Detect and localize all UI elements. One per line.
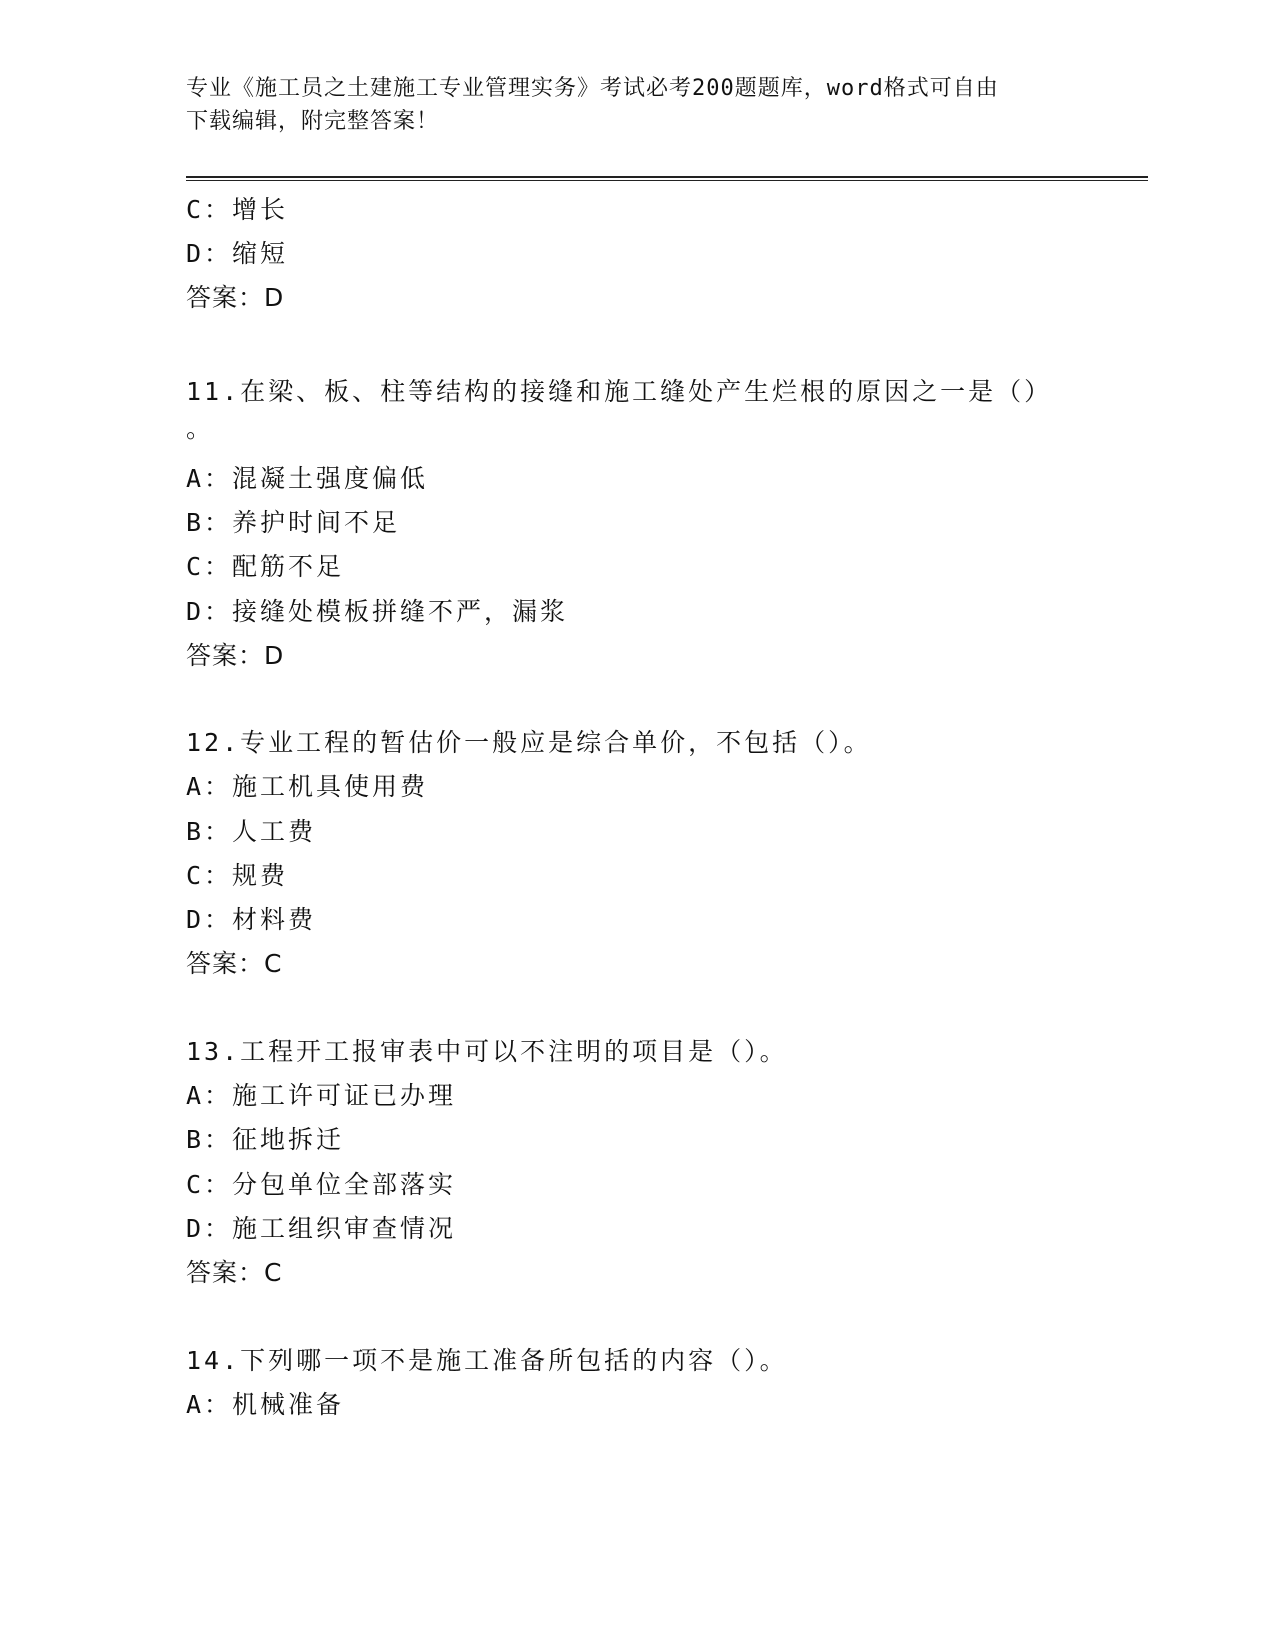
q12-question: 12.专业工程的暂估价一般应是综合单价，不包括（）。 (186, 728, 872, 757)
q10-option-d: D：缩短 (186, 239, 289, 268)
q13-option-d: D：施工组织审查情况 (186, 1214, 457, 1243)
q14-question: 14.下列哪一项不是施工准备所包括的内容（）。 (186, 1346, 788, 1375)
q11-option-b: B：养护时间不足 (186, 508, 401, 537)
q13-question: 13.工程开工报审表中可以不注明的项目是（）。 (186, 1037, 788, 1066)
q14-option-a: A：机械准备 (186, 1390, 345, 1419)
q12-option-c: C：规费 (186, 861, 289, 890)
q12-option-a: A：施工机具使用费 (186, 772, 429, 801)
q11-answer: 答案：D (186, 641, 285, 670)
q11-option-d: D：接缝处模板拼缝不严，漏浆 (186, 597, 569, 626)
q13-answer: 答案：C (186, 1258, 283, 1287)
q13-option-c: C：分包单位全部落实 (186, 1170, 457, 1199)
q11-option-a: A：混凝土强度偏低 (186, 464, 429, 493)
q12-answer: 答案：C (186, 949, 283, 978)
header-divider (186, 176, 1148, 181)
q13-option-b: B：征地拆迁 (186, 1125, 345, 1154)
header-line-2: 下载编辑，附完整答案！ (186, 109, 440, 134)
q10-answer: 答案：D (186, 283, 285, 312)
q13-option-a: A：施工许可证已办理 (186, 1081, 457, 1110)
q11-option-c: C：配筋不足 (186, 552, 345, 581)
header-line-1: 专业《施工员之土建施工专业管理实务》考试必考200题题库，word格式可自由 (186, 76, 999, 101)
q11-question-cont: 。 (186, 414, 215, 443)
q12-option-b: B：人工费 (186, 817, 317, 846)
q10-option-c: C：增长 (186, 195, 289, 224)
q12-option-d: D：材料费 (186, 905, 317, 934)
document-header (186, 72, 1066, 138)
q11-question: 11.在梁、板、柱等结构的接缝和施工缝处产生烂根的原因之一是（） (186, 377, 1053, 406)
